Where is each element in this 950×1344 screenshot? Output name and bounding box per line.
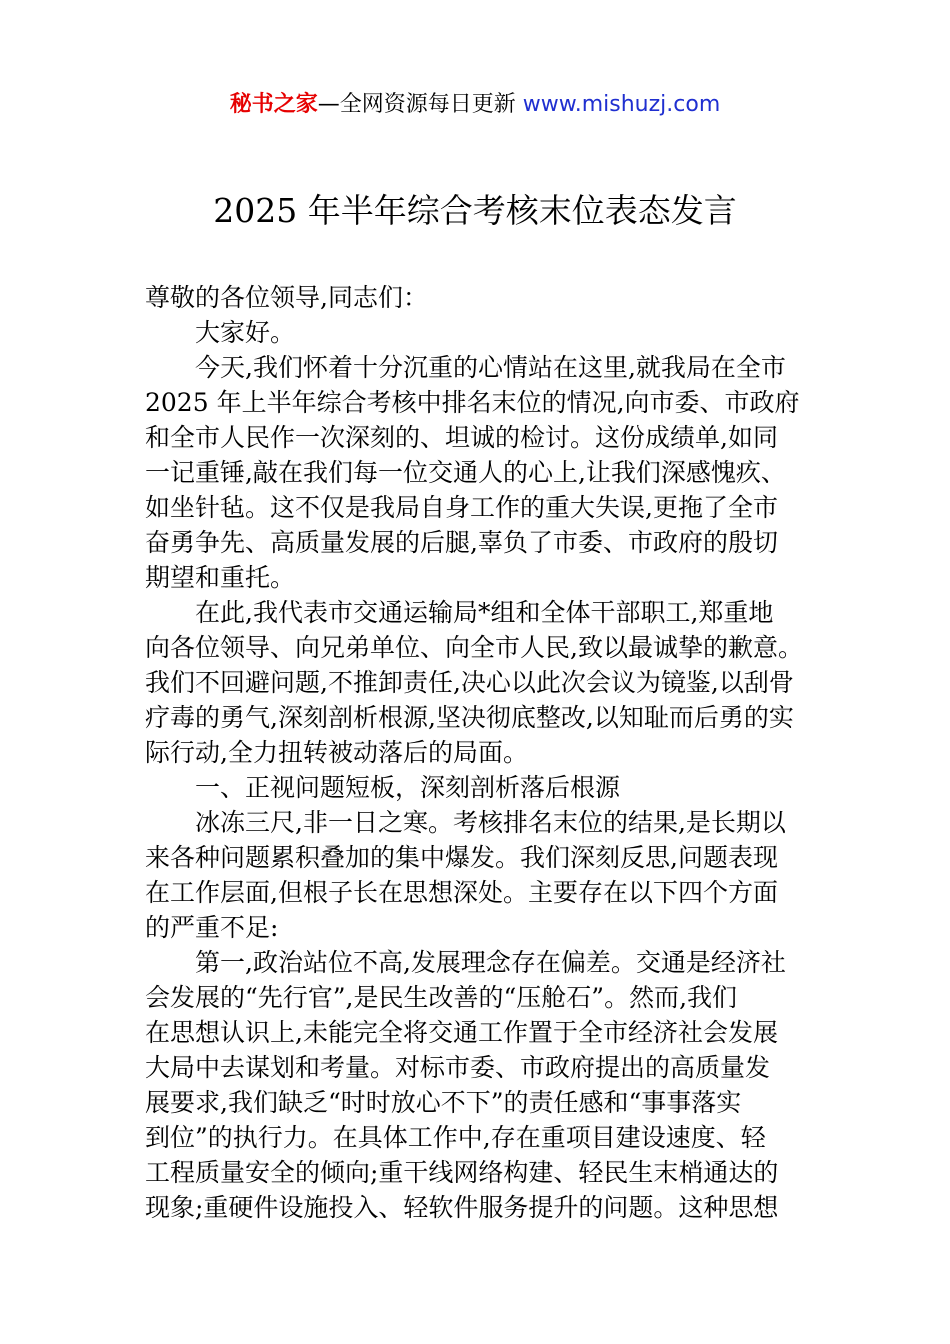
body-line: 展要求,我们缺乏“时时放心不下”的责任感和“事事落实 <box>145 1088 742 1117</box>
document-title: 2025 年半年综合考核末位表态发言 <box>213 191 737 230</box>
site-url-link[interactable]: www.mishuzj.com <box>522 92 721 117</box>
body-line: 一、正视问题短板，深刻剖析落后根源 <box>195 773 621 802</box>
body-line: 大局中去谋划和考量。对标市委、市政府提出的高质量发 <box>145 1053 771 1082</box>
body-line: 如坐针毡。这不仅是我局自身工作的重大失误,更拖了全市 <box>145 493 778 522</box>
body-line: 工程质量安全的倾向;重干线网络构建、轻民生末梢通达的 <box>145 1158 779 1187</box>
body-line: 来各种问题累积叠加的集中爆发。我们深刻反思,问题表现 <box>145 843 778 872</box>
body-line: 在思想认识上,未能完全将交通工作置于全市经济社会发展 <box>145 1018 778 1047</box>
document-body <box>145 280 810 1225</box>
body-line: 冰冻三尺,非一日之寒。考核排名末位的结果,是长期以 <box>195 808 786 837</box>
body-line: 2025 年上半年综合考核中排名末位的情况,向市委、市政府 <box>145 388 800 417</box>
body-line: 在工作层面,但根子长在思想深处。主要存在以下四个方面 <box>145 878 778 907</box>
header-tagline: —全网资源每日更新 <box>317 92 523 117</box>
body-line: 尊敬的各位领导,同志们： <box>145 283 428 312</box>
body-line: 到位”的执行力。在具体工作中,存在重项目建设速度、轻 <box>145 1123 766 1152</box>
body-line: 今天,我们怀着十分沉重的心情站在这里,就我局在全市 <box>195 353 786 382</box>
body-line: 疗毒的勇气,深刻剖析根源,坚决彻底整改,以知耻而后勇的实 <box>145 703 794 732</box>
body-line: 大家好。 <box>195 318 296 347</box>
body-line: 在此,我代表市交通运输局*组和全体干部职工,郑重地 <box>195 598 774 627</box>
body-line: 现象;重硬件设施投入、轻软件服务提升的问题。这种思想 <box>145 1193 779 1222</box>
body-line: 第一,政治站位不高,发展理念存在偏差。交通是经济社 <box>195 948 786 977</box>
body-line: 会发展的“先行官”,是民生改善的“压舱石”。然而,我们 <box>145 983 738 1012</box>
body-line: 期望和重托。 <box>145 563 296 592</box>
body-line: 和全市人民作一次深刻的、坦诚的检讨。这份成绩单,如同 <box>145 423 778 452</box>
body-line: 际行动,全力扭转被动落后的局面。 <box>145 738 528 767</box>
body-line: 向各位领导、向兄弟单位、向全市人民,致以最诚挚的歉意。 <box>145 633 803 662</box>
body-line: 我们不回避问题,不推卸责任,决心以此次会议为镜鉴,以刮骨 <box>145 668 794 697</box>
site-header <box>0 88 950 122</box>
brand-name: 秘书之家 <box>229 92 318 117</box>
body-line: 一记重锤,敲在我们每一位交通人的心上,让我们深感愧疚、 <box>145 458 786 487</box>
body-line: 的严重不足: <box>145 913 279 942</box>
body-line: 奋勇争先、高质量发展的后腿,辜负了市委、市政府的殷切 <box>145 528 778 557</box>
